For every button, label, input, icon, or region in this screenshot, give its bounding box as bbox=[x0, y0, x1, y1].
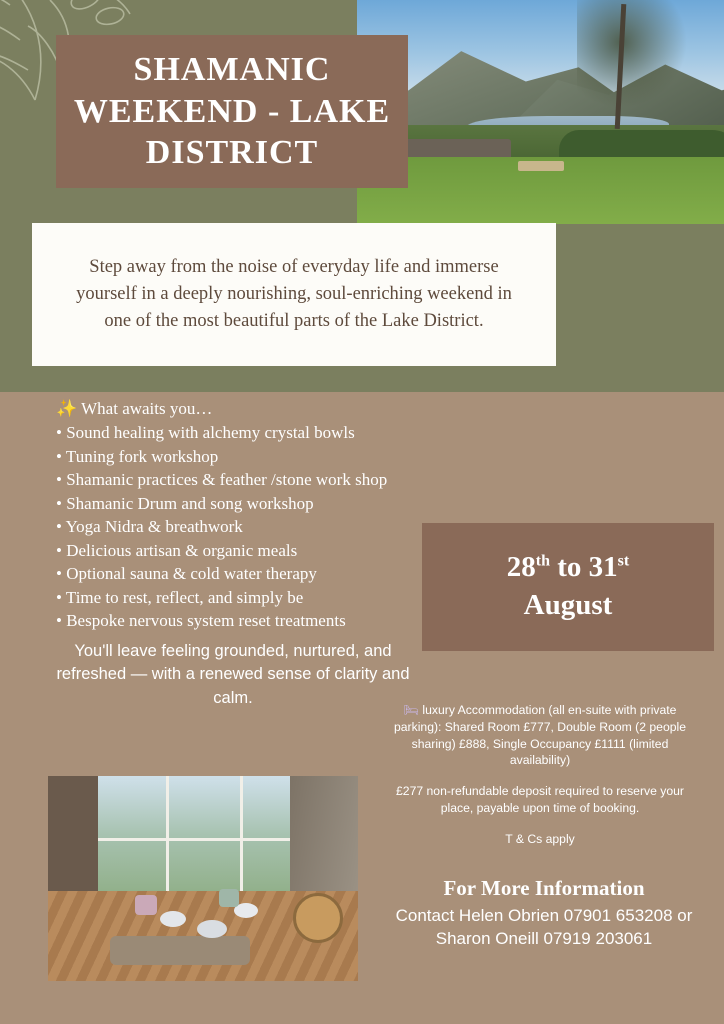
date-range bbox=[507, 549, 629, 587]
list-item: • Time to rest, reflect, and simply be bbox=[56, 587, 456, 609]
what-awaits-heading bbox=[56, 398, 456, 420]
accommodation-text: luxury Accommodation (all en-suite with private parking): Shared Room £777, Double Room (2 people sharing) £888, Single Occupancy £1111 (limited availability) bbox=[394, 703, 686, 768]
list-item: • Bespoke nervous system reset treatments bbox=[56, 610, 456, 632]
terms-text: T & Cs apply bbox=[505, 831, 575, 846]
date-month: August bbox=[523, 589, 613, 621]
date-day-from-suffix: th bbox=[535, 552, 550, 570]
date-day-to-suffix: st bbox=[617, 552, 630, 570]
list-item: • Sound healing with alchemy crystal bowls bbox=[56, 422, 456, 444]
bed-icon: 🛏 bbox=[403, 703, 420, 717]
list-item: • Yoga Nidra & breathwork bbox=[56, 516, 456, 538]
date-connector: to bbox=[550, 551, 589, 584]
sparkle-icon: ✨ bbox=[56, 399, 78, 418]
date-day-from: 28 bbox=[506, 551, 536, 584]
sound-healing-room-photo bbox=[48, 776, 358, 981]
title-panel bbox=[56, 35, 408, 188]
contact-section bbox=[386, 876, 702, 951]
intro-panel bbox=[32, 223, 556, 366]
list-item: • Delicious artisan & organic meals bbox=[56, 540, 456, 562]
lake-district-photo bbox=[357, 0, 724, 224]
intro-text: Step away from the noise of everyday life and immerse yourself in a deeply nourishing, soul-enriching weekend in one of the most beautiful parts of the Lake District. bbox=[76, 257, 512, 331]
contact-heading: For More Information bbox=[443, 876, 645, 900]
contact-details: Contact Helen Obrien 07901 653208 or Sharon Oneill 07919 203061 bbox=[395, 906, 693, 948]
what-awaits-list bbox=[56, 422, 456, 632]
date-panel bbox=[422, 523, 714, 651]
what-awaits-section bbox=[56, 398, 456, 633]
pricing-section bbox=[386, 702, 694, 848]
accommodation-line bbox=[386, 702, 694, 769]
what-awaits-heading-text: What awaits you… bbox=[81, 399, 213, 418]
list-item: • Shamanic practices & feather /stone work shop bbox=[56, 469, 456, 491]
list-item: • Shamanic Drum and song workshop bbox=[56, 493, 456, 515]
list-item: • Tuning fork workshop bbox=[56, 446, 456, 468]
closing-note: You'll leave feeling grounded, nurtured, and refreshed — with a renewed sense of clarity and calm. bbox=[56, 642, 410, 707]
date-day-to: 31 bbox=[588, 551, 618, 584]
poster-title: SHAMANIC WEEKEND - LAKE DISTRICT bbox=[73, 51, 391, 172]
deposit-text: £277 non-refundable deposit required to reserve your place, payable upon time of booking. bbox=[396, 784, 684, 816]
list-item: • Optional sauna & cold water therapy bbox=[56, 563, 456, 585]
